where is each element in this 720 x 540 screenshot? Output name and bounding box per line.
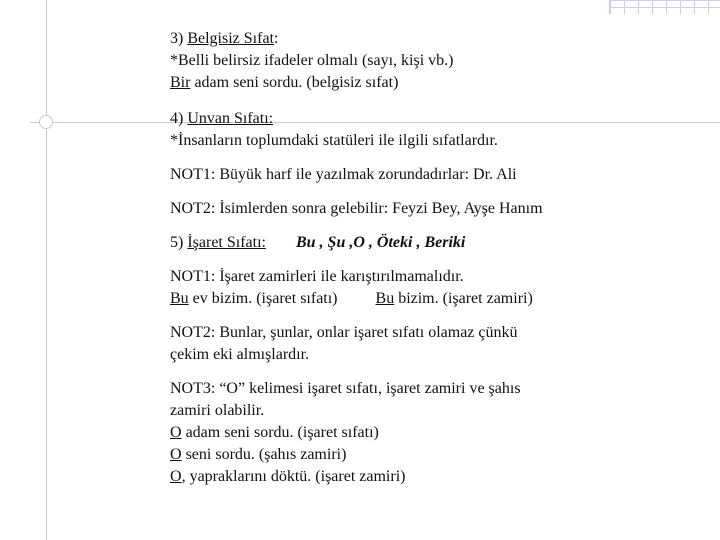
section-5-not3-line2: zamiri olabilir. [170, 402, 265, 419]
section-5-o-example-1 [170, 422, 710, 444]
section-5-not2-line2: çekim eki almışlardır. [170, 346, 310, 363]
section-5-not1: NOT1: İşaret zamirleri ile karıştırılmamalıdır. [170, 268, 464, 285]
section-5-o-example-2 [170, 444, 710, 466]
section-5-not2-line1: NOT2: Bunlar, şunlar, onlar işaret sıfatı olamaz çünkü [170, 324, 518, 341]
section-5-examples: Bu , Şu ,O , Öteki , Beriki [295, 234, 466, 251]
corner-grid-decoration [609, 0, 720, 14]
example-rest: adam seni sordu. (belgisiz sıfat) [190, 74, 399, 91]
bullet-circle-decoration [39, 115, 53, 129]
example-word: O [170, 468, 182, 485]
example-word: Bu [170, 290, 189, 307]
section-3-note: *Belli belirsiz ifadeler olmalı (sayı, kişi vb.) [170, 52, 454, 69]
section-4-note: *İnsanların toplumdaki statüleri ile ilgili sıfatlardır. [170, 132, 498, 149]
example-rest: seni sordu. (şahıs zamiri) [181, 446, 347, 463]
example-rest: ev bizim. (işaret sıfatı) [188, 290, 338, 307]
section-5-number: 5) [170, 234, 188, 251]
example-rest: bizim. (işaret zamiri) [394, 290, 533, 307]
section-4-not1: NOT1: Büyük harf ile yazılmak zorundadırlar: Dr. Ali [170, 166, 517, 183]
example-word: O [170, 424, 182, 441]
example-word: Bir [170, 74, 191, 91]
section-3-title: Belgisiz Sıfat [187, 30, 274, 47]
example-word: Bu [375, 290, 395, 307]
section-5-o-example-3 [170, 466, 710, 488]
section-3-number: 3) [170, 30, 188, 47]
slide-content [170, 28, 710, 488]
example-word: O [170, 446, 182, 463]
section-4-heading [170, 108, 710, 130]
section-3-colon: : [273, 30, 279, 47]
example-rest: adam seni sordu. (işaret sıfatı) [181, 424, 379, 441]
section-5-heading [170, 232, 710, 254]
section-4-title: Unvan Sıfatı: [187, 110, 274, 127]
section-4-number: 4) [170, 110, 188, 127]
section-5-examples-line [170, 288, 710, 310]
example-rest: , yapraklarını döktü. (işaret zamiri) [181, 468, 406, 485]
section-3-heading [170, 28, 710, 50]
section-4-not2: NOT2: İsimlerden sonra gelebilir: Feyzi Bey, Ayşe Hanım [170, 200, 543, 217]
section-5-title: İşaret Sıfatı: [187, 234, 266, 251]
section-3-example [170, 72, 710, 94]
section-5-not3-line1: NOT3: “O” kelimesi işaret sıfatı, işaret zamiri ve şahıs [170, 380, 521, 397]
vertical-rule-decoration [46, 0, 47, 540]
